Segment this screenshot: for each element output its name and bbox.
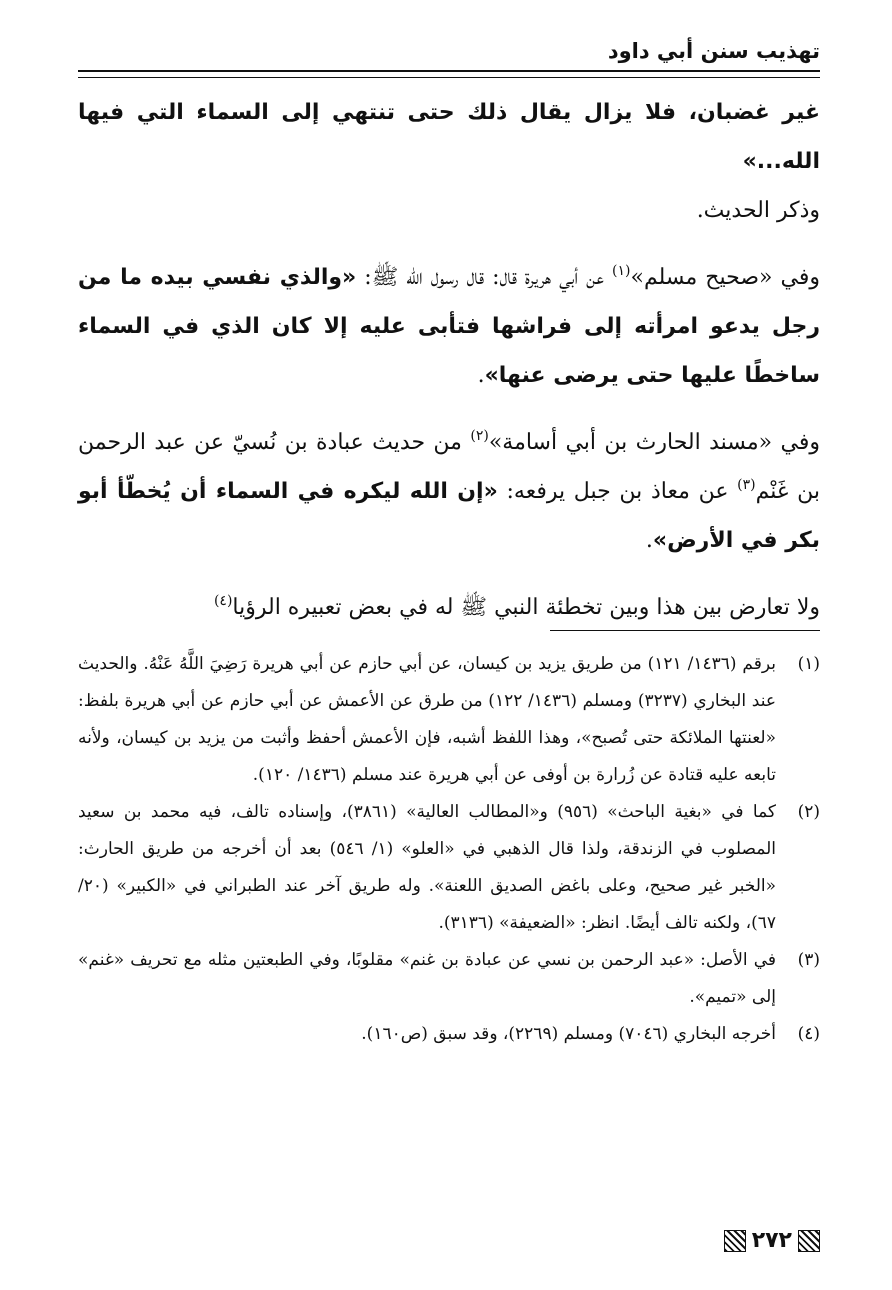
body-text: ولا تعارض بين هذا وبين تخطئة النبي ﷺ له في بعض تعبيره الرؤيا [232, 595, 820, 620]
footnote-ref: (٢) [470, 428, 489, 444]
paragraph-3 [78, 418, 820, 565]
footnote-number: (٣) [797, 950, 820, 970]
body-line: وذكر الحديث. [696, 198, 820, 223]
footnote-text: أخرجه البخاري (٧٠٤٦) ومسلم (٢٢٦٩)، وقد سبق (ص١٦٠). [361, 1024, 776, 1044]
punctuation: . [477, 363, 485, 388]
body-text: عن أبي هريرة قال: قال رسول الله ﷺ: [356, 265, 613, 290]
source-citation: وفي «مسند الحارث بن أبي أسامة» [488, 430, 820, 455]
footnote-text: كما في «بغية الباحث» (٩٥٦) و«المطالب العالية» (٣٨٦١)، وإسناده تالف، فيه محمد بن سعيد المصلوب في الزندقة، ولذا قال الذهبي في «العلو» (١/ ٥٤٦) بعد أن أخرجه من طريق الحارث: «الخبر غير صحيح، وعلى باغض الصديق اللعنة». وله طريق آخر عند الطبراني في «الكبير» (٢٠/ ٦٧)، ولكنه تالف أيضًا. انظر: «الضعيفة» (٣١٣٦). [78, 802, 777, 933]
paragraph-1 [78, 88, 820, 235]
footnote-ref: (٤) [213, 593, 233, 609]
page-number-block [724, 1226, 820, 1256]
footnotes [78, 646, 820, 1053]
footnote-4 [78, 1016, 820, 1053]
hadith-quote: «إن الله ليكره في السماء أن يُخطّأ أبو بكر في الأرض» [78, 479, 820, 553]
main-text [78, 88, 820, 632]
footnote-text: برقم (١٤٣٦/ ١٢١) من طريق يزيد بن كيسان، عن أبي حازم عن أبي هريرة رَضِيَ اللَّهُ عَنْهُ. والحديث عند البخاري (٣٢٣٧) ومسلم (١٤٣٦/ ١٢٢) من طرق عن الأعمش عن أبي حازم عن أبي هريرة بلفظ: «لعنتها الملائكة حتى تُصبح»، وهذا اللفظ أشبه، فإن الأعمش أحفظ وأثبت من يزيد بن كيسان، ولأنه تابعه عليه قتادة عن زُرارة بن أوفى عن أبي هريرة عند مسلم (١٤٣٦/ ١٢٠). [78, 654, 776, 785]
ornament-right-icon [798, 1230, 820, 1252]
footnote-2 [78, 794, 820, 942]
body-text: عن معاذ بن جبل يرفعه: [497, 479, 738, 504]
footnote-number: (١) [797, 654, 820, 674]
header-double-rule [78, 70, 820, 78]
source-citation: وفي «صحيح مسلم» [630, 265, 820, 290]
page-number: ٢٧٢ [751, 1228, 792, 1253]
paragraph-4 [78, 583, 820, 632]
footnote-separator [550, 630, 820, 631]
footnote-number: (٤) [797, 1024, 820, 1044]
hadith-quote: «والذي نفسي بيده ما من رجل يدعو امرأته إلى فراشها فتأبى عليه إلا كان الذي في السماء ساخطًا عليها حتى يرضى عنها» [78, 265, 820, 388]
footnote-3 [78, 942, 820, 1016]
footnote-ref: (١) [612, 263, 631, 279]
book-page [78, 0, 820, 1290]
ornament-left-icon [724, 1230, 746, 1252]
body-text: من حديث عبادة بن نُسيّ عن عبد الرحمن بن غَنْم [78, 430, 820, 504]
footnote-number: (٢) [797, 802, 820, 822]
running-title: تهذيب سنن أبي داود [607, 39, 820, 63]
punctuation: . [645, 528, 653, 553]
footnote-1 [78, 646, 820, 794]
paragraph-2 [78, 253, 820, 400]
footnote-ref: (٣) [737, 477, 756, 493]
quote-text: غير غضبان، فلا يزال يقال ذلك حتى تنتهي إلى السماء التي فيها الله...» [78, 100, 820, 174]
footnote-text: في الأصل: «عبد الرحمن بن نسي عن عبادة بن غنم» مقلوبًا، وفي الطبعتين مثله مع تحريف «غنم» إلى «تميم». [78, 950, 776, 1007]
